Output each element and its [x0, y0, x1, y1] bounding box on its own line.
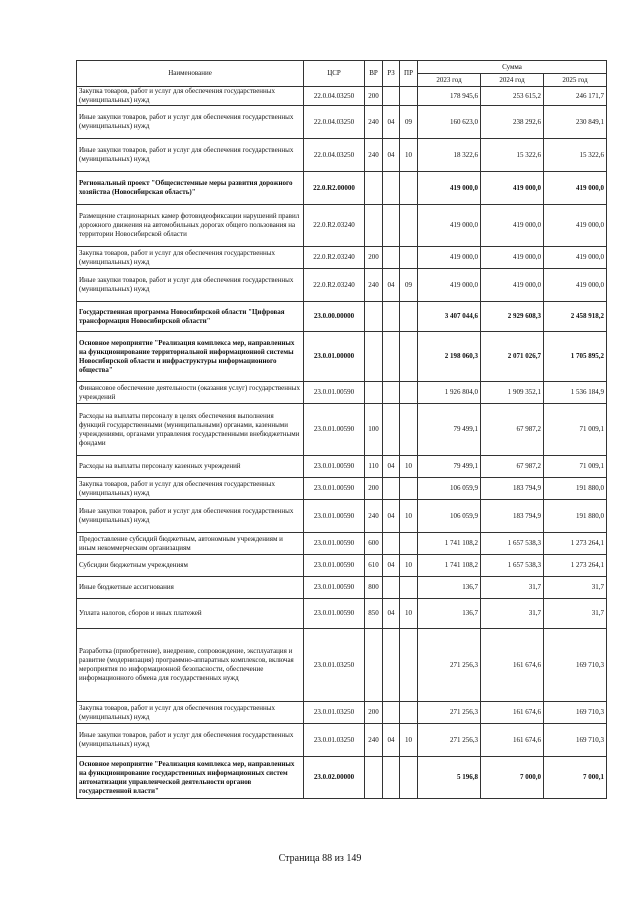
row-sum-2025: 1 705 895,2: [544, 332, 607, 382]
row-name: Основное мероприятие "Реализация комплекса мер, направленных на функционирование государственных информационных систем автоматизации управленческой деятельности органов государственной власти": [77, 757, 304, 799]
row-sum-2025: 1 273 264,1: [544, 533, 607, 555]
row-vr: 200: [365, 478, 383, 500]
row-pr: 10: [400, 724, 418, 757]
row-csr: 22.0.R2.03240: [304, 205, 365, 247]
header-rz: РЗ: [383, 61, 400, 87]
row-vr: 240: [365, 724, 383, 757]
row-vr: 200: [365, 87, 383, 106]
row-sum-2024: 1 657 538,3: [481, 533, 544, 555]
row-sum-2025: 7 000,1: [544, 757, 607, 799]
row-pr: 10: [400, 139, 418, 172]
row-sum-2024: 183 794,9: [481, 500, 544, 533]
row-sum-2023: 106 059,9: [418, 500, 481, 533]
row-sum-2023: 271 256,3: [418, 724, 481, 757]
table-row: [77, 332, 607, 382]
row-sum-2025: 230 849,1: [544, 106, 607, 139]
row-sum-2025: 191 880,0: [544, 500, 607, 533]
row-rz: [383, 205, 400, 247]
row-csr: 22.0.R2.00000: [304, 172, 365, 205]
row-sum-2024: 31,7: [481, 599, 544, 629]
row-pr: [400, 577, 418, 599]
row-vr: 600: [365, 533, 383, 555]
row-pr: 10: [400, 555, 418, 577]
row-sum-2024: 2 071 026,7: [481, 332, 544, 382]
row-sum-2024: 7 000,0: [481, 757, 544, 799]
header-vr: ВР: [365, 61, 383, 87]
table-row: [77, 382, 607, 404]
row-rz: [383, 577, 400, 599]
row-csr: 23.0.01.00590: [304, 478, 365, 500]
row-sum-2024: 253 615,2: [481, 87, 544, 106]
row-sum-2025: 419 000,0: [544, 205, 607, 247]
row-rz: [383, 332, 400, 382]
table-body: [77, 87, 607, 799]
row-sum-2023: 5 196,8: [418, 757, 481, 799]
table-row: [77, 757, 607, 799]
row-sum-2024: 419 000,0: [481, 269, 544, 302]
row-pr: [400, 87, 418, 106]
header-year-2023: 2023 год: [418, 74, 481, 87]
header-pr: ПР: [400, 61, 418, 87]
row-sum-2025: 31,7: [544, 599, 607, 629]
row-sum-2025: 169 710,3: [544, 724, 607, 757]
row-csr: 22.0.04.03250: [304, 87, 365, 106]
row-vr: 610: [365, 555, 383, 577]
row-rz: [383, 757, 400, 799]
row-rz: [383, 302, 400, 332]
row-csr: 23.0.01.00590: [304, 382, 365, 404]
row-sum-2023: 2 198 060,3: [418, 332, 481, 382]
row-sum-2023: 79 499,1: [418, 456, 481, 478]
row-name: Уплата налогов, сборов и иных платежей: [77, 599, 304, 629]
row-rz: [383, 382, 400, 404]
row-pr: [400, 478, 418, 500]
row-rz: [383, 702, 400, 724]
row-name: Разработка (приобретение), внедрение, сопровождение, эксплуатация и развитие (модернизация) программно-аппаратных комплексов, включая мероприятия по информационной безопасности, обеспечение информационного обмена для государственных нужд: [77, 629, 304, 702]
table-row: [77, 139, 607, 172]
row-csr: 22.0.R2.03240: [304, 269, 365, 302]
row-csr: 23.0.01.00590: [304, 599, 365, 629]
row-pr: [400, 533, 418, 555]
row-sum-2025: 419 000,0: [544, 247, 607, 269]
row-rz: 04: [383, 599, 400, 629]
row-pr: 09: [400, 106, 418, 139]
table-row: [77, 247, 607, 269]
row-csr: 23.0.01.00000: [304, 332, 365, 382]
table-row: [77, 302, 607, 332]
row-sum-2024: 238 292,6: [481, 106, 544, 139]
row-vr: 240: [365, 269, 383, 302]
row-sum-2023: 271 256,3: [418, 629, 481, 702]
row-vr: [365, 302, 383, 332]
row-vr: [365, 757, 383, 799]
row-rz: 04: [383, 139, 400, 172]
row-csr: 23.0.01.00590: [304, 577, 365, 599]
row-pr: 09: [400, 269, 418, 302]
table-row: [77, 555, 607, 577]
row-name: Региональный проект "Общесистемные меры развития дорожного хозяйства (Новосибирская область)": [77, 172, 304, 205]
row-name: Расходы на выплаты персоналу в целях обеспечения выполнения функций государственными (муниципальными) органами, казенными учреждениями, органами управления государственными внебюджетными фондами: [77, 404, 304, 456]
row-sum-2023: 3 407 044,6: [418, 302, 481, 332]
row-sum-2024: 161 674,6: [481, 702, 544, 724]
row-rz: [383, 533, 400, 555]
row-sum-2024: 67 987,2: [481, 404, 544, 456]
row-vr: 110: [365, 456, 383, 478]
row-pr: 10: [400, 500, 418, 533]
row-sum-2024: 1 657 538,3: [481, 555, 544, 577]
row-csr: 23.0.01.00590: [304, 456, 365, 478]
row-sum-2023: 1 926 804,0: [418, 382, 481, 404]
row-sum-2025: 419 000,0: [544, 269, 607, 302]
table-row: [77, 577, 607, 599]
row-pr: [400, 382, 418, 404]
row-sum-2025: 71 009,1: [544, 456, 607, 478]
row-csr: 23.0.00.00000: [304, 302, 365, 332]
table-row: [77, 533, 607, 555]
row-name: Иные закупки товаров, работ и услуг для обеспечения государственных (муниципальных) нужд: [77, 269, 304, 302]
row-csr: 23.0.01.03250: [304, 629, 365, 702]
table-row: [77, 629, 607, 702]
row-pr: [400, 404, 418, 456]
row-pr: 10: [400, 599, 418, 629]
row-sum-2024: 419 000,0: [481, 205, 544, 247]
row-sum-2023: 136,7: [418, 599, 481, 629]
row-vr: [365, 332, 383, 382]
row-csr: 23.0.01.00590: [304, 404, 365, 456]
table-row: [77, 702, 607, 724]
row-csr: 22.0.R2.03240: [304, 247, 365, 269]
table-row: [77, 404, 607, 456]
row-sum-2024: 15 322,6: [481, 139, 544, 172]
row-rz: [383, 629, 400, 702]
row-sum-2023: 1 741 108,2: [418, 533, 481, 555]
row-vr: [365, 629, 383, 702]
table-row: [77, 87, 607, 106]
row-sum-2023: 79 499,1: [418, 404, 481, 456]
row-rz: [383, 87, 400, 106]
row-sum-2025: 169 710,3: [544, 629, 607, 702]
row-name: Иные закупки товаров, работ и услуг для обеспечения государственных (муниципальных) нужд: [77, 724, 304, 757]
row-pr: [400, 247, 418, 269]
row-name: Предоставление субсидий бюджетным, автономным учреждениям и иным некоммерческим организациям: [77, 533, 304, 555]
row-vr: 100: [365, 404, 383, 456]
row-sum-2023: 419 000,0: [418, 205, 481, 247]
row-vr: 200: [365, 247, 383, 269]
table-row: [77, 172, 607, 205]
row-sum-2023: 419 000,0: [418, 269, 481, 302]
row-csr: 23.0.02.00000: [304, 757, 365, 799]
row-name: Иные закупки товаров, работ и услуг для обеспечения государственных (муниципальных) нужд: [77, 106, 304, 139]
row-pr: [400, 629, 418, 702]
table-row: [77, 456, 607, 478]
row-sum-2024: 419 000,0: [481, 172, 544, 205]
table-row: [77, 724, 607, 757]
row-name: Основное мероприятие "Реализация комплекса мер, направленных на функционирование территориальной информационной системы Новосибирской области и инфраструктуры информационного общества": [77, 332, 304, 382]
row-sum-2024: 183 794,9: [481, 478, 544, 500]
row-csr: 23.0.01.00590: [304, 555, 365, 577]
row-csr: 22.0.04.03250: [304, 139, 365, 172]
budget-table: [76, 60, 607, 799]
row-sum-2023: 136,7: [418, 577, 481, 599]
row-sum-2023: 160 623,0: [418, 106, 481, 139]
row-csr: 23.0.01.00590: [304, 533, 365, 555]
row-rz: [383, 478, 400, 500]
row-vr: [365, 382, 383, 404]
row-pr: [400, 757, 418, 799]
row-sum-2023: 106 059,9: [418, 478, 481, 500]
row-pr: [400, 302, 418, 332]
page-footer: Страница 88 из 149: [278, 853, 362, 864]
row-vr: 240: [365, 106, 383, 139]
table-row: [77, 205, 607, 247]
header-csr: ЦСР: [304, 61, 365, 87]
row-rz: 04: [383, 269, 400, 302]
row-pr: 10: [400, 456, 418, 478]
header-year-2025: 2025 год: [544, 74, 607, 87]
row-sum-2024: 161 674,6: [481, 629, 544, 702]
row-vr: 200: [365, 702, 383, 724]
row-name: Закупка товаров, работ и услуг для обеспечения государственных (муниципальных) нужд: [77, 478, 304, 500]
row-sum-2025: 169 710,3: [544, 702, 607, 724]
row-sum-2023: 178 945,6: [418, 87, 481, 106]
row-vr: [365, 172, 383, 205]
row-sum-2025: 71 009,1: [544, 404, 607, 456]
row-sum-2023: 419 000,0: [418, 172, 481, 205]
table-row: [77, 599, 607, 629]
row-sum-2025: 31,7: [544, 577, 607, 599]
header-sum: Сумма: [418, 61, 607, 74]
row-name: Иные бюджетные ассигнования: [77, 577, 304, 599]
row-sum-2024: 419 000,0: [481, 247, 544, 269]
row-rz: 04: [383, 500, 400, 533]
row-rz: [383, 404, 400, 456]
row-sum-2024: 2 929 608,3: [481, 302, 544, 332]
header-name: Наименование: [77, 61, 304, 87]
row-vr: 800: [365, 577, 383, 599]
row-sum-2024: 161 674,6: [481, 724, 544, 757]
row-vr: 850: [365, 599, 383, 629]
row-sum-2024: 31,7: [481, 577, 544, 599]
row-name: Субсидии бюджетным учреждениям: [77, 555, 304, 577]
row-rz: 04: [383, 456, 400, 478]
row-csr: 23.0.01.03250: [304, 702, 365, 724]
row-vr: [365, 205, 383, 247]
row-sum-2023: 18 322,6: [418, 139, 481, 172]
table-row: [77, 500, 607, 533]
table-row: [77, 269, 607, 302]
row-pr: [400, 702, 418, 724]
row-sum-2025: 15 322,6: [544, 139, 607, 172]
row-csr: 22.0.04.03250: [304, 106, 365, 139]
row-sum-2025: 1 273 264,1: [544, 555, 607, 577]
row-sum-2025: 2 458 918,2: [544, 302, 607, 332]
row-rz: 04: [383, 724, 400, 757]
row-sum-2024: 1 909 352,1: [481, 382, 544, 404]
row-csr: 23.0.01.00590: [304, 500, 365, 533]
row-sum-2023: 1 741 108,2: [418, 555, 481, 577]
row-name: Закупка товаров, работ и услуг для обеспечения государственных (муниципальных) нужд: [77, 702, 304, 724]
row-pr: [400, 172, 418, 205]
row-name: Закупка товаров, работ и услуг для обеспечения государственных (муниципальных) нужд: [77, 247, 304, 269]
row-rz: [383, 247, 400, 269]
row-vr: 240: [365, 139, 383, 172]
row-sum-2023: 419 000,0: [418, 247, 481, 269]
row-csr: 23.0.01.03250: [304, 724, 365, 757]
row-vr: 240: [365, 500, 383, 533]
row-sum-2025: 191 880,0: [544, 478, 607, 500]
row-name: Иные закупки товаров, работ и услуг для обеспечения государственных (муниципальных) нужд: [77, 139, 304, 172]
row-rz: [383, 172, 400, 205]
row-sum-2025: 419 000,0: [544, 172, 607, 205]
table-row: [77, 478, 607, 500]
row-pr: [400, 205, 418, 247]
header-year-2024: 2024 год: [481, 74, 544, 87]
row-name: Закупка товаров, работ и услуг для обеспечения государственных (муниципальных) нужд: [77, 87, 304, 106]
row-name: Расходы на выплаты персоналу казенных учреждений: [77, 456, 304, 478]
row-name: Иные закупки товаров, работ и услуг для обеспечения государственных (муниципальных) нужд: [77, 500, 304, 533]
row-name: Государственная программа Новосибирской области "Цифровая трансформация Новосибирской области": [77, 302, 304, 332]
row-rz: 04: [383, 555, 400, 577]
row-rz: 04: [383, 106, 400, 139]
row-name: Финансовое обеспечение деятельности (оказания услуг) государственных учреждений: [77, 382, 304, 404]
row-pr: [400, 332, 418, 382]
row-sum-2023: 271 256,3: [418, 702, 481, 724]
row-sum-2024: 67 987,2: [481, 456, 544, 478]
row-name: Размещение стационарных камер фотовидеофиксации нарушений правил дорожного движения на автомобильных дорогах общего пользования на территории Новосибирской области: [77, 205, 304, 247]
row-sum-2025: 246 171,7: [544, 87, 607, 106]
table-row: [77, 106, 607, 139]
row-sum-2025: 1 536 184,9: [544, 382, 607, 404]
